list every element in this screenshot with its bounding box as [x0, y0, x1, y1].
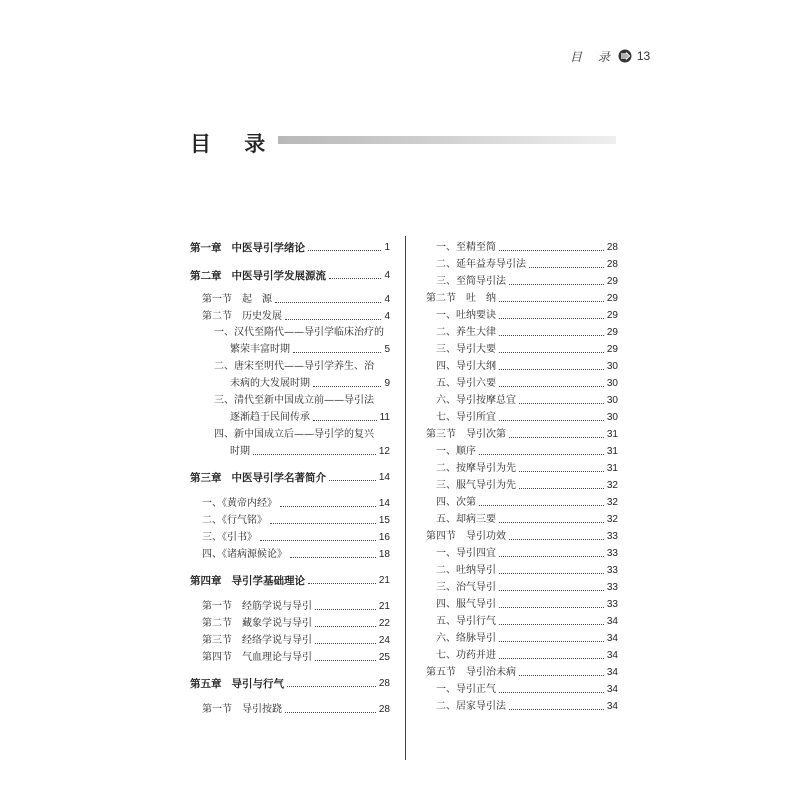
toc-section-entry[interactable] — [426, 429, 618, 441]
toc-chapter-entry[interactable] — [190, 242, 390, 254]
entry-page-number: 29 — [606, 293, 618, 304]
entry-label: 第四节 气血理论与导引 — [202, 652, 312, 663]
toc-chapter-entry[interactable] — [190, 678, 390, 690]
leader-dots — [313, 420, 377, 421]
entry-label: 第四节 导引功效 — [426, 531, 506, 542]
entry-page-number: 29 — [606, 310, 618, 321]
entry-page-number: 25 — [378, 652, 390, 663]
title-decorative-bar — [278, 136, 616, 144]
entry-page-number: 24 — [378, 635, 390, 646]
arrow-ornament-icon — [618, 49, 632, 63]
leader-dots — [519, 403, 604, 404]
toc-subsection-entry[interactable] — [436, 395, 618, 407]
entry-label-line1: 四、新中国成立后——导引学的复兴 — [214, 429, 374, 440]
entry-page-number: 34 — [606, 684, 618, 695]
toc-subsection-entry[interactable] — [202, 515, 390, 527]
entry-label: 四、服气导引 — [436, 599, 496, 610]
entry-label: 四、《诸病源候论》 — [202, 549, 287, 560]
entry-page-number: 32 — [606, 497, 618, 508]
toc-section-entry[interactable] — [426, 293, 618, 305]
entry-page-number: 16 — [378, 532, 390, 543]
chapter-label: 第二章 中医导引学发展源流 — [190, 270, 326, 282]
entry-page-number: 22 — [378, 618, 390, 629]
toc-subsection-entry[interactable] — [214, 429, 390, 458]
toc-section-entry[interactable] — [202, 601, 390, 613]
entry-label: 二、居家导引法 — [436, 701, 506, 712]
leader-dots — [329, 480, 376, 481]
entry-page-number: 4 — [384, 294, 390, 305]
entry-label: 第三节 导引次第 — [426, 429, 506, 440]
entry-page-number: 31 — [606, 446, 618, 457]
toc-subsection-entry[interactable] — [436, 259, 618, 271]
toc-section-entry[interactable] — [202, 652, 390, 664]
page-title: 目 录 — [190, 132, 279, 156]
entry-label: 三、《引书》 — [202, 532, 257, 543]
leader-dots — [499, 607, 604, 608]
leader-dots — [285, 319, 381, 320]
toc-subsection-entry[interactable] — [436, 650, 618, 662]
entry-label: 第二节 藏象学说与导引 — [202, 618, 312, 629]
leader-dots — [479, 505, 604, 506]
leader-dots — [285, 712, 376, 713]
entry-page-number: 21 — [378, 575, 390, 586]
entry-label: 一、导引正气 — [436, 684, 496, 695]
leader-dots — [499, 573, 604, 574]
entry-page-number: 9 — [384, 378, 390, 389]
entry-label: 四、导引大纲 — [436, 361, 496, 372]
entry-label-line1: 一、汉代至隋代——导引学临床治疗的 — [214, 327, 384, 338]
entry-page-number: 14 — [378, 472, 390, 483]
leader-dots — [315, 660, 376, 661]
entry-label: 五、却病三要 — [436, 514, 496, 525]
entry-continuation — [230, 344, 390, 356]
entry-label-line1: 二、唐宋至明代——导引学养生、治 — [214, 361, 374, 372]
entry-label: 一、导引四宜 — [436, 548, 496, 559]
entry-label: 三、至简导引法 — [436, 276, 506, 287]
entry-page-number: 4 — [384, 270, 390, 281]
leader-dots — [499, 556, 604, 557]
entry-page-number: 11 — [379, 412, 390, 423]
leader-dots — [499, 522, 604, 523]
entry-continuation — [230, 446, 390, 458]
leader-dots — [290, 557, 376, 558]
toc-subsection-entry[interactable] — [436, 361, 618, 373]
entry-page-number: 33 — [606, 548, 618, 559]
toc-subsection-entry[interactable] — [436, 701, 618, 713]
leader-dots — [308, 583, 376, 584]
entry-label: 第一节 导引按跷 — [202, 704, 282, 715]
leader-dots — [499, 420, 604, 421]
leader-dots — [499, 369, 604, 370]
entry-page-number: 1 — [384, 242, 390, 253]
toc-subsection-entry[interactable] — [436, 378, 618, 390]
entry-page-number: 31 — [606, 463, 618, 474]
leader-dots — [509, 284, 604, 285]
entry-continuation — [230, 378, 390, 390]
toc-section-entry[interactable] — [202, 311, 390, 323]
entry-page-number: 30 — [606, 378, 618, 389]
toc-subsection-entry[interactable] — [436, 344, 618, 356]
leader-dots — [253, 454, 376, 455]
entry-page-number: 34 — [606, 650, 618, 661]
entry-label: 四、次第 — [436, 497, 476, 508]
toc-subsection-entry[interactable] — [436, 599, 618, 611]
toc-subsection-entry[interactable] — [436, 480, 618, 492]
entry-page-number: 4 — [384, 311, 390, 322]
chapter-label: 第三章 中医导引学名著简介 — [190, 472, 326, 484]
toc-subsection-entry[interactable] — [436, 514, 618, 526]
entry-page-number: 15 — [378, 515, 390, 526]
toc-subsection-entry[interactable] — [214, 361, 390, 390]
entry-page-number: 33 — [606, 565, 618, 576]
leader-dots — [315, 609, 376, 610]
leader-dots — [519, 675, 604, 676]
entry-page-number: 34 — [606, 667, 618, 678]
toc-subsection-entry[interactable] — [436, 565, 618, 577]
toc-chapter-entry[interactable] — [190, 270, 390, 282]
leader-dots — [315, 643, 376, 644]
entry-page-number: 29 — [606, 327, 618, 338]
entry-label: 六、络脉导引 — [436, 633, 496, 644]
leader-dots — [270, 523, 376, 524]
toc-subsection-entry[interactable] — [436, 548, 618, 560]
entry-page-number: 28 — [378, 704, 390, 715]
entry-label: 二、《行气铭》 — [202, 515, 267, 526]
entry-label: 一、至精至简 — [436, 242, 496, 253]
leader-dots — [509, 539, 604, 540]
toc-section-entry[interactable] — [202, 704, 390, 716]
entry-page-number: 30 — [606, 412, 618, 423]
entry-label: 二、延年益寿导引法 — [436, 259, 526, 270]
entry-page-number: 12 — [378, 446, 390, 457]
entry-page-number: 32 — [606, 514, 618, 525]
toc-subsection-entry[interactable] — [436, 633, 618, 645]
leader-dots — [499, 318, 604, 319]
toc-subsection-entry[interactable] — [436, 497, 618, 509]
entry-page-number: 28 — [606, 242, 618, 253]
entry-label: 一、吐纳要诀 — [436, 310, 496, 321]
entry-page-number: 31 — [606, 429, 618, 440]
leader-dots — [499, 301, 604, 302]
entry-page-number: 29 — [606, 344, 618, 355]
toc-left-column — [190, 236, 390, 716]
toc-subsection-entry[interactable] — [436, 327, 618, 339]
leader-dots — [509, 709, 604, 710]
entry-label: 第五节 导引治未病 — [426, 667, 516, 678]
entry-label: 时期 — [230, 446, 250, 457]
entry-label: 二、吐纳导引 — [436, 565, 496, 576]
toc-section-entry[interactable] — [426, 531, 618, 543]
entry-label: 二、养生大律 — [436, 327, 496, 338]
toc-subsection-entry[interactable] — [436, 463, 618, 475]
leader-dots — [293, 352, 381, 353]
entry-page-number: 28 — [378, 678, 390, 689]
running-title: 目 录 — [570, 49, 616, 64]
entry-page-number: 28 — [606, 259, 618, 270]
leader-dots — [499, 386, 604, 387]
leader-dots — [275, 302, 381, 303]
entry-label: 第一节 起 源 — [202, 294, 272, 305]
column-divider — [405, 236, 406, 760]
toc-subsection-entry[interactable] — [214, 327, 390, 356]
entry-label-line1: 三、清代至新中国成立前——导引法 — [214, 395, 374, 406]
entry-label: 六、导引按摩总宜 — [436, 395, 516, 406]
entry-page-number: 33 — [606, 531, 618, 542]
leader-dots — [260, 540, 376, 541]
entry-page-number: 33 — [606, 599, 618, 610]
entry-label: 繁荣丰富时期 — [230, 344, 290, 355]
entry-label: 五、导引六要 — [436, 378, 496, 389]
running-header — [570, 46, 650, 66]
entry-page-number: 34 — [606, 633, 618, 644]
leader-dots — [499, 335, 604, 336]
entry-page-number: 33 — [606, 582, 618, 593]
leader-dots — [499, 352, 604, 353]
toc-subsection-entry[interactable] — [436, 684, 618, 696]
entry-label: 二、按摩导引为先 — [436, 463, 516, 474]
chapter-label: 第五章 导引与行气 — [190, 678, 284, 690]
entry-label: 逐渐趋于民间传承 — [230, 412, 310, 423]
entry-label: 三、导引大要 — [436, 344, 496, 355]
toc-subsection-entry[interactable] — [436, 276, 618, 288]
chapter-label: 第一章 中医导引学绪论 — [190, 242, 305, 254]
entry-label: 第一节 经筋学说与导引 — [202, 601, 312, 612]
chapter-label: 第四章 导引学基础理论 — [190, 575, 305, 587]
toc-section-entry[interactable] — [426, 667, 618, 679]
entry-label: 三、治气导引 — [436, 582, 496, 593]
toc-subsection-entry[interactable] — [436, 446, 618, 458]
toc-subsection-entry[interactable] — [436, 582, 618, 594]
toc-subsection-entry[interactable] — [214, 395, 390, 424]
entry-page-number: 18 — [378, 549, 390, 560]
toc-subsection-entry[interactable] — [202, 532, 390, 544]
leader-dots — [329, 278, 381, 279]
entry-label: 第二节 吐 纳 — [426, 293, 496, 304]
leader-dots — [519, 488, 604, 489]
leader-dots — [499, 641, 604, 642]
toc-subsection-entry[interactable] — [202, 498, 390, 510]
entry-page-number: 21 — [378, 601, 390, 612]
leader-dots — [315, 626, 376, 627]
entry-label: 一、《黄帝内经》 — [202, 498, 277, 509]
entry-page-number: 30 — [606, 361, 618, 372]
toc-right-column — [426, 236, 618, 713]
leader-dots — [529, 267, 604, 268]
leader-dots — [499, 590, 604, 591]
entry-page-number: 29 — [606, 276, 618, 287]
toc-subsection-entry[interactable] — [436, 310, 618, 322]
entry-page-number: 34 — [606, 616, 618, 627]
leader-dots — [519, 471, 604, 472]
toc-subsection-entry[interactable] — [436, 242, 618, 254]
leader-dots — [499, 658, 604, 659]
page-number: 13 — [636, 49, 651, 63]
entry-page-number: 34 — [606, 701, 618, 712]
entry-page-number: 30 — [606, 395, 618, 406]
entry-label: 一、顺序 — [436, 446, 476, 457]
entry-continuation — [230, 412, 390, 424]
entry-page-number: 14 — [378, 498, 390, 509]
leader-dots — [313, 386, 381, 387]
toc-section-entry[interactable] — [202, 294, 390, 306]
toc-section-entry[interactable] — [202, 618, 390, 630]
entry-label: 未病的大发展时期 — [230, 378, 310, 389]
leader-dots — [308, 250, 381, 251]
toc-section-entry[interactable] — [202, 635, 390, 647]
entry-label: 七、功药并进 — [436, 650, 496, 661]
toc-subsection-entry[interactable] — [436, 616, 618, 628]
leader-dots — [499, 692, 604, 693]
entry-page-number: 32 — [606, 480, 618, 491]
toc-subsection-entry[interactable] — [436, 412, 618, 424]
leader-dots — [509, 437, 604, 438]
entry-label: 第二节 历史发展 — [202, 311, 282, 322]
leader-dots — [287, 686, 376, 687]
toc-chapter-entry[interactable] — [190, 575, 390, 587]
entry-label: 七、导引所宜 — [436, 412, 496, 423]
toc-subsection-entry[interactable] — [202, 549, 390, 561]
leader-dots — [479, 454, 604, 455]
leader-dots — [499, 250, 604, 251]
entry-label: 第三节 经络学说与导引 — [202, 635, 312, 646]
entry-label: 五、导引行气 — [436, 616, 496, 627]
toc-chapter-entry[interactable] — [190, 472, 390, 484]
leader-dots — [499, 624, 604, 625]
entry-page-number: 5 — [384, 344, 390, 355]
entry-label: 三、服气导引为先 — [436, 480, 516, 491]
leader-dots — [280, 506, 376, 507]
